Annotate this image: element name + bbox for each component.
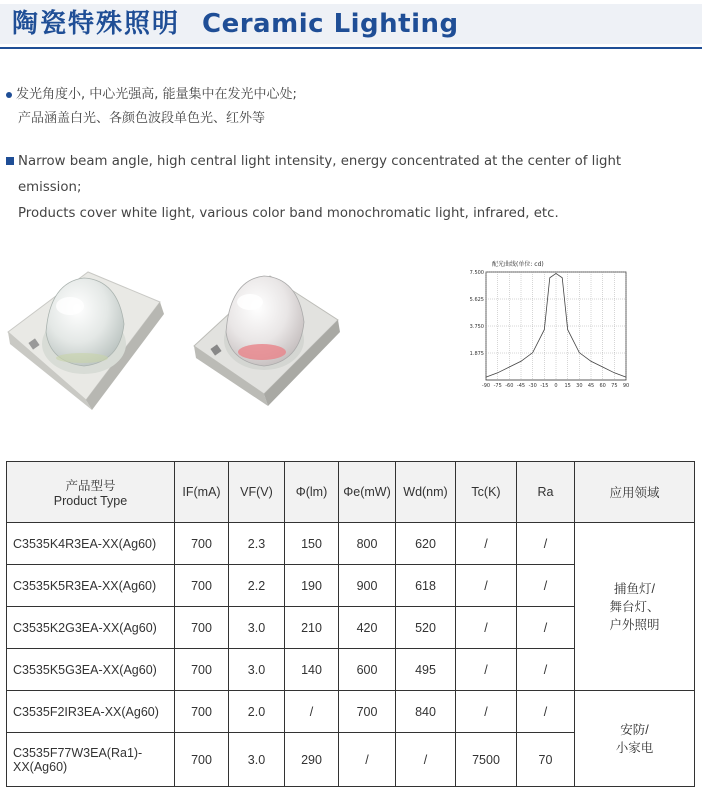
col-header-vf: VF(V)	[229, 462, 285, 523]
header-text: Product Type	[53, 494, 128, 508]
cell-cct: /	[456, 649, 517, 691]
led-white-photo	[8, 272, 164, 410]
chart-data-point	[521, 361, 522, 362]
cell-vf: 2.0	[229, 691, 285, 733]
feature-list-english	[6, 149, 686, 227]
cell-ra: /	[517, 691, 575, 733]
feature-text: Narrow beam angle, high central light intensity, energy concentrated at the center of light	[18, 154, 622, 169]
cell-application-group1	[575, 523, 695, 691]
cell-vf: 3.0	[229, 607, 285, 649]
cell-vf: 3.0	[229, 733, 285, 787]
application-text: 小家电	[615, 740, 654, 755]
y-tick-label: 1.875	[469, 351, 484, 357]
feature-item	[6, 107, 297, 131]
chart-data-point	[579, 352, 580, 353]
y-tick-label: 5.625	[469, 297, 484, 303]
chart-data-point	[549, 277, 550, 278]
header-banner	[0, 0, 702, 48]
cell-cct: /	[456, 607, 517, 649]
feature-item	[6, 149, 686, 175]
spec-table	[6, 461, 695, 787]
product-type-line: C3535F77W3EA(Ra1)-	[13, 745, 143, 760]
cell-wavelength: /	[396, 733, 456, 787]
chart-data-point	[562, 277, 563, 278]
light-distribution-chart	[462, 260, 637, 395]
bullet-square-icon	[6, 157, 14, 165]
col-header-ra: Ra	[517, 462, 575, 523]
cell-if: 700	[175, 691, 229, 733]
cell-radiant: 900	[339, 565, 396, 607]
x-tick-label: -45	[516, 383, 526, 389]
col-header-product	[7, 462, 175, 523]
cell-wavelength: 618	[396, 565, 456, 607]
product-type-line: XX(Ag60)	[13, 759, 68, 774]
col-header-cct: Tc(K)	[456, 462, 517, 523]
cell-if: 700	[175, 733, 229, 787]
cell-wavelength: 495	[396, 649, 456, 691]
chart-data-point	[602, 367, 603, 368]
table-row	[7, 523, 695, 565]
x-tick-label: -15	[540, 383, 549, 389]
x-tick-label: -90	[481, 383, 491, 389]
chart-data-point	[567, 329, 568, 330]
table-row	[7, 691, 695, 733]
col-header-radiant: Φe(mW)	[339, 462, 396, 523]
cell-flux: 210	[285, 607, 339, 649]
chart-data-point	[532, 352, 533, 353]
application-text: 安防/	[620, 722, 649, 737]
cell-ra: /	[517, 523, 575, 565]
led-red-photo	[194, 276, 340, 406]
application-text: 捕鱼灯/	[614, 581, 655, 596]
cell-ra: 70	[517, 733, 575, 787]
y-tick-label: 7.500	[469, 270, 484, 276]
chart-data-point	[486, 377, 487, 378]
cell-product-type: C3535K2G3EA-XX(Ag60)	[7, 607, 175, 649]
cell-flux: 150	[285, 523, 339, 565]
x-tick-label: 15	[564, 383, 571, 389]
feature-text: emission;	[18, 180, 82, 195]
feature-list-chinese	[6, 83, 297, 131]
cell-radiant: 700	[339, 691, 396, 733]
chart-plot-area	[470, 270, 630, 389]
x-tick-label: 45	[587, 383, 595, 389]
cell-flux: 140	[285, 649, 339, 691]
cell-radiant: 600	[339, 649, 396, 691]
cell-wavelength: 840	[396, 691, 456, 733]
cell-vf: 2.2	[229, 565, 285, 607]
chart-data-point	[556, 273, 557, 274]
chart-data-point	[509, 367, 510, 368]
y-tick-label: 3.750	[469, 324, 484, 330]
cell-radiant: 800	[339, 523, 396, 565]
col-header-flux: Φ(lm)	[285, 462, 339, 523]
page-title	[12, 6, 459, 42]
cell-ra: /	[517, 607, 575, 649]
x-tick-label: -30	[528, 383, 537, 389]
cell-product-type: C3535K5R3EA-XX(Ag60)	[7, 565, 175, 607]
x-tick-label: 60	[599, 383, 606, 389]
bullet-dot-icon	[6, 92, 12, 98]
chart-data-point	[591, 361, 592, 362]
cell-radiant: /	[339, 733, 396, 787]
feature-item	[6, 83, 297, 107]
header-text: 产品型号	[65, 479, 116, 493]
cell-cct: /	[456, 565, 517, 607]
cell-product-type: C3535F2IR3EA-XX(Ag60)	[7, 691, 175, 733]
cell-flux: 290	[285, 733, 339, 787]
feature-text: 发光角度小, 中心光强高, 能量集中在发光中心处;	[16, 87, 297, 102]
cell-flux: 190	[285, 565, 339, 607]
chart-data-point	[614, 373, 615, 374]
x-tick-label: 90	[622, 383, 630, 389]
cell-application-group2	[575, 691, 695, 787]
col-header-if: IF(mA)	[175, 462, 229, 523]
x-tick-label: 75	[611, 383, 618, 389]
cell-if: 700	[175, 607, 229, 649]
cell-ra: /	[517, 649, 575, 691]
chart-title: 配光曲线(单位: cd)	[492, 261, 544, 268]
table-header-row	[7, 462, 695, 523]
x-tick-label: 0	[554, 383, 558, 389]
cell-if: 700	[175, 523, 229, 565]
col-header-wavelength: Wd(nm)	[396, 462, 456, 523]
chart-data-point	[497, 373, 498, 374]
cell-cct: /	[456, 523, 517, 565]
application-text: 舞台灯、	[609, 599, 660, 614]
x-tick-label: 30	[576, 383, 583, 389]
feature-text: 产品涵盖白光、各颜色波段单色光、红外等	[18, 111, 266, 126]
cell-radiant: 420	[339, 607, 396, 649]
header-divider	[0, 47, 702, 49]
cell-product-type	[7, 733, 175, 787]
cell-product-type: C3535K4R3EA-XX(Ag60)	[7, 523, 175, 565]
feature-text: Products cover white light, various color band monochromatic light, infrared, etc.	[18, 206, 559, 221]
chart-data-point	[544, 329, 545, 330]
cell-cct: /	[456, 691, 517, 733]
x-tick-label: -75	[493, 383, 502, 389]
cell-ra: /	[517, 565, 575, 607]
cell-wavelength: 620	[396, 523, 456, 565]
feature-item	[6, 201, 686, 227]
cell-if: 700	[175, 565, 229, 607]
application-text: 户外照明	[609, 617, 660, 632]
cell-vf: 2.3	[229, 523, 285, 565]
title-english: Ceramic Lighting	[202, 9, 459, 39]
cell-wavelength: 520	[396, 607, 456, 649]
cell-if: 700	[175, 649, 229, 691]
cell-product-type: C3535K5G3EA-XX(Ag60)	[7, 649, 175, 691]
cell-vf: 3.0	[229, 649, 285, 691]
x-tick-label: -60	[505, 383, 514, 389]
feature-item	[6, 175, 686, 201]
col-header-application: 应用领域	[575, 462, 695, 523]
cell-flux: /	[285, 691, 339, 733]
title-chinese: 陶瓷特殊照明	[12, 9, 181, 39]
cell-cct: 7500	[456, 733, 517, 787]
chart-data-point	[626, 377, 627, 378]
